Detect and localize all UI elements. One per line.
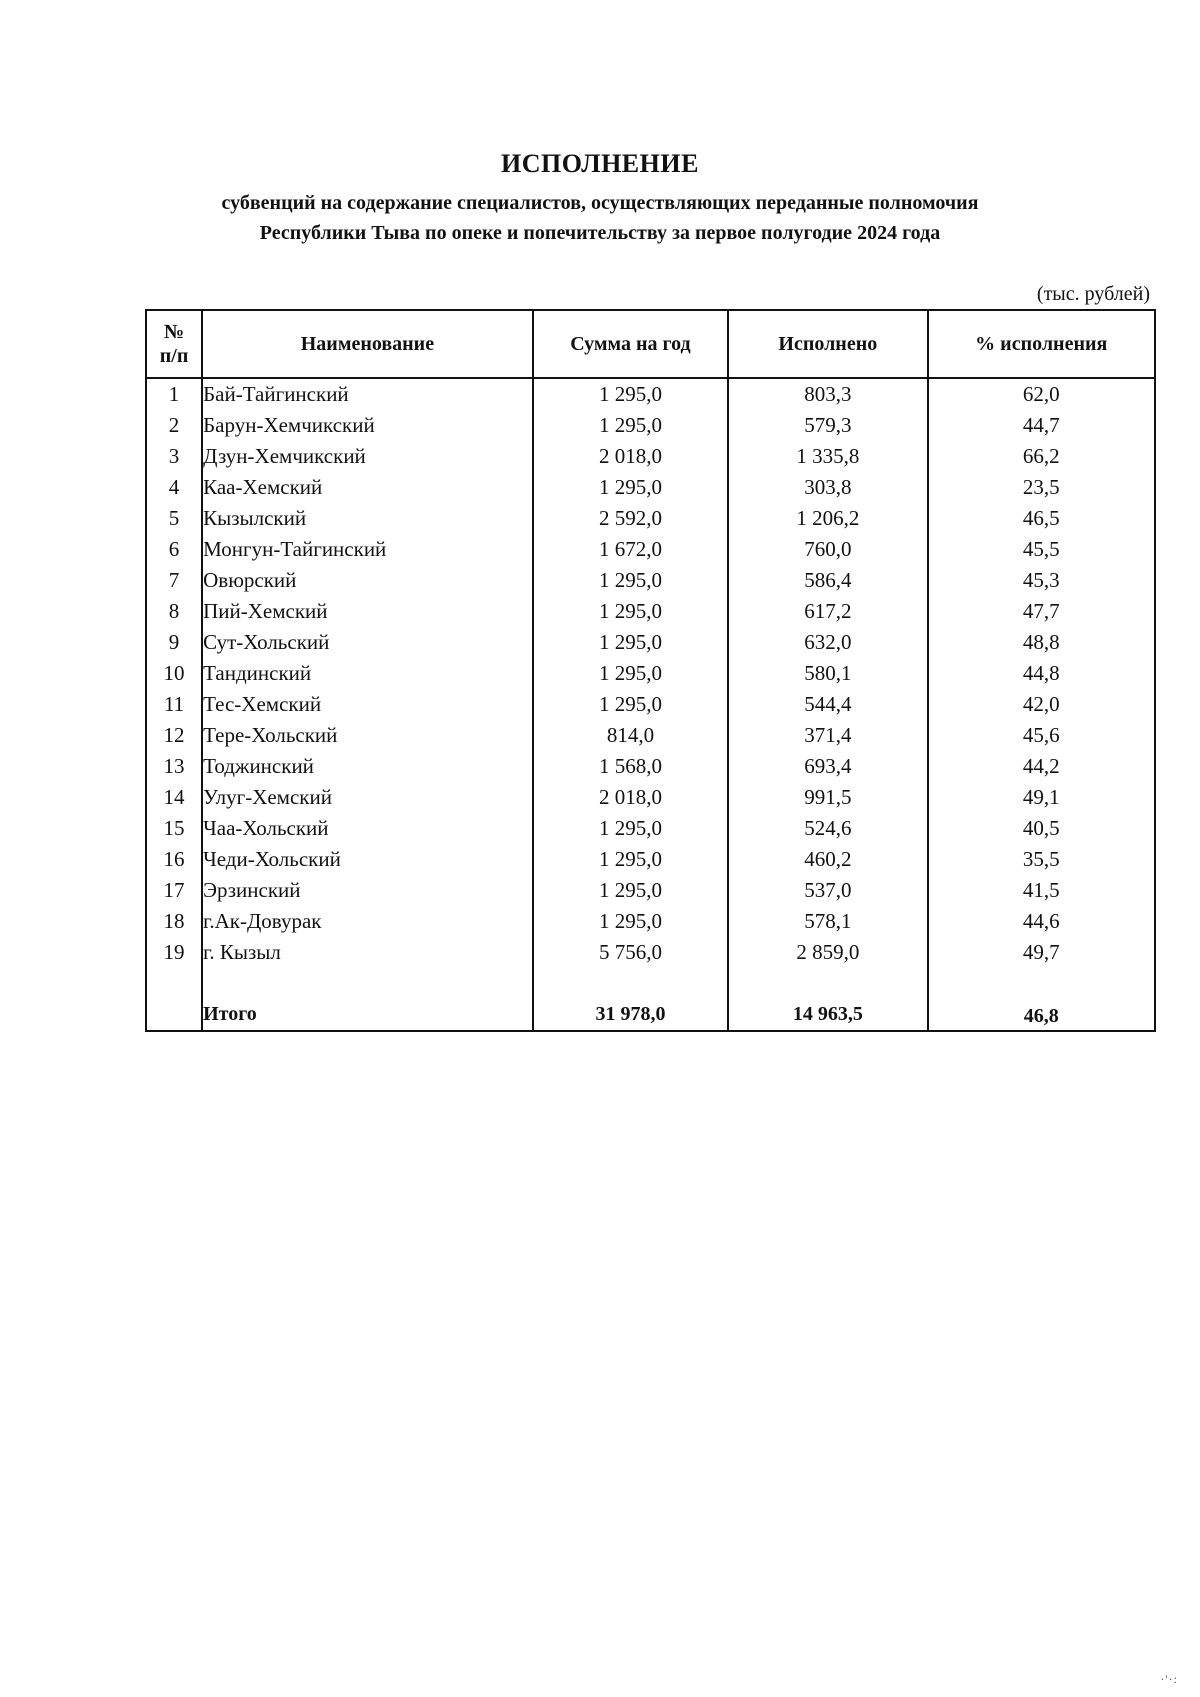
row-plan: 1 295,0 — [533, 906, 728, 937]
total-executed: 14 963,5 — [728, 999, 927, 1031]
row-executed: 803,3 — [728, 378, 927, 410]
table-row — [146, 503, 1155, 534]
column-header-plan: Сумма на год — [533, 310, 728, 378]
column-header-percent: % исполнения — [928, 310, 1155, 378]
total-percent: 46,8 — [928, 999, 1155, 1031]
row-executed: 760,0 — [728, 534, 927, 565]
row-name: Барун-Хемчикский — [202, 410, 533, 441]
table-row — [146, 844, 1155, 875]
row-percent: 45,5 — [928, 534, 1155, 565]
subtitle-line-1: субвенций на содержание специалистов, осуществляющих переданные полномочия — [221, 192, 979, 214]
row-executed: 537,0 — [728, 875, 927, 906]
row-executed: 580,1 — [728, 658, 927, 689]
row-number: 12 — [146, 720, 202, 751]
row-number: 8 — [146, 596, 202, 627]
row-plan: 1 672,0 — [533, 534, 728, 565]
table-row — [146, 751, 1155, 782]
column-header-executed: Исполнено — [728, 310, 927, 378]
row-number: 18 — [146, 906, 202, 937]
table-row — [146, 813, 1155, 844]
row-executed: 578,1 — [728, 906, 927, 937]
table-row — [146, 658, 1155, 689]
total-label: Итого — [202, 999, 533, 1031]
row-number: 17 — [146, 875, 202, 906]
scan-mark: ·'·: — [1160, 1672, 1178, 1686]
row-number: 14 — [146, 782, 202, 813]
row-number: 9 — [146, 627, 202, 658]
row-name: Тес-Хемский — [202, 689, 533, 720]
row-plan: 1 295,0 — [533, 378, 728, 410]
row-plan: 2 018,0 — [533, 782, 728, 813]
table-row — [146, 441, 1155, 472]
row-percent: 40,5 — [928, 813, 1155, 844]
row-percent: 48,8 — [928, 627, 1155, 658]
row-executed: 617,2 — [728, 596, 927, 627]
row-plan: 1 295,0 — [533, 658, 728, 689]
table-row — [146, 472, 1155, 503]
table-row — [146, 906, 1155, 937]
row-percent: 46,5 — [928, 503, 1155, 534]
row-number: 3 — [146, 441, 202, 472]
total-row — [146, 999, 1155, 1031]
row-executed: 460,2 — [728, 844, 927, 875]
row-plan: 1 295,0 — [533, 596, 728, 627]
row-percent: 49,1 — [928, 782, 1155, 813]
row-executed: 579,3 — [728, 410, 927, 441]
row-executed: 1 335,8 — [728, 441, 927, 472]
table-row — [146, 410, 1155, 441]
table-row — [146, 596, 1155, 627]
row-percent: 49,7 — [928, 937, 1155, 968]
row-executed: 371,4 — [728, 720, 927, 751]
row-percent: 47,7 — [928, 596, 1155, 627]
column-header-number-abbrev: п/п — [159, 345, 189, 367]
table-row — [146, 782, 1155, 813]
row-name: Эрзинский — [202, 875, 533, 906]
row-name: Бай-Тайгинский — [202, 378, 533, 410]
row-number: 19 — [146, 937, 202, 968]
row-number: 16 — [146, 844, 202, 875]
table-row — [146, 565, 1155, 596]
row-percent: 45,6 — [928, 720, 1155, 751]
row-name: г.Ак-Довурак — [202, 906, 533, 937]
row-percent: 44,8 — [928, 658, 1155, 689]
table-row — [146, 875, 1155, 906]
row-plan: 1 295,0 — [533, 410, 728, 441]
row-executed: 693,4 — [728, 751, 927, 782]
row-number: 1 — [146, 378, 202, 410]
units-note: (тыс. рублей) — [1036, 283, 1150, 305]
row-number: 7 — [146, 565, 202, 596]
row-percent: 44,7 — [928, 410, 1155, 441]
row-percent: 44,6 — [928, 906, 1155, 937]
row-name: Тоджинский — [202, 751, 533, 782]
row-percent: 62,0 — [928, 378, 1155, 410]
total-num-cell — [146, 999, 202, 1031]
document-subtitle — [150, 188, 1050, 248]
row-name: Чеди-Хольский — [202, 844, 533, 875]
row-name: Монгун-Тайгинский — [202, 534, 533, 565]
table-row — [146, 378, 1155, 410]
subtitle-line-2: Республики Тыва по опеке и попечительству за первое полугодие 2024 года — [259, 222, 941, 244]
row-executed: 303,8 — [728, 472, 927, 503]
row-number: 4 — [146, 472, 202, 503]
row-name: Пий-Хемский — [202, 596, 533, 627]
row-name: Тандинский — [202, 658, 533, 689]
row-plan: 2 018,0 — [533, 441, 728, 472]
row-name: Сут-Хольский — [202, 627, 533, 658]
row-name: Овюрский — [202, 565, 533, 596]
row-plan: 1 295,0 — [533, 689, 728, 720]
column-header-number — [146, 310, 202, 378]
row-plan: 1 295,0 — [533, 844, 728, 875]
row-plan: 2 592,0 — [533, 503, 728, 534]
table-row — [146, 720, 1155, 751]
row-number: 2 — [146, 410, 202, 441]
row-percent: 66,2 — [928, 441, 1155, 472]
table-header-row — [146, 310, 1155, 378]
row-plan: 1 568,0 — [533, 751, 728, 782]
row-percent: 44,2 — [928, 751, 1155, 782]
row-percent: 41,5 — [928, 875, 1155, 906]
row-executed: 524,6 — [728, 813, 927, 844]
column-header-number-symbol: № — [164, 321, 185, 343]
row-plan: 1 295,0 — [533, 472, 728, 503]
row-percent: 45,3 — [928, 565, 1155, 596]
row-plan: 1 295,0 — [533, 627, 728, 658]
row-executed: 632,0 — [728, 627, 927, 658]
row-name: Дзун-Хемчикский — [202, 441, 533, 472]
row-plan: 1 295,0 — [533, 565, 728, 596]
table-row — [146, 689, 1155, 720]
row-executed: 586,4 — [728, 565, 927, 596]
row-plan: 1 295,0 — [533, 875, 728, 906]
table-row — [146, 937, 1155, 968]
execution-table — [145, 309, 1156, 1032]
row-plan: 5 756,0 — [533, 937, 728, 968]
row-name: Тере-Хольский — [202, 720, 533, 751]
row-executed: 544,4 — [728, 689, 927, 720]
row-name: г. Кызыл — [202, 937, 533, 968]
row-plan: 814,0 — [533, 720, 728, 751]
row-name: Кызылский — [202, 503, 533, 534]
row-name: Улуг-Хемский — [202, 782, 533, 813]
row-number: 6 — [146, 534, 202, 565]
total-plan: 31 978,0 — [533, 999, 728, 1031]
row-number: 15 — [146, 813, 202, 844]
column-header-name: Наименование — [202, 310, 533, 378]
row-number: 10 — [146, 658, 202, 689]
row-name: Чаа-Хольский — [202, 813, 533, 844]
row-number: 13 — [146, 751, 202, 782]
row-percent: 23,5 — [928, 472, 1155, 503]
document-title: ИСПОЛНЕНИЕ — [501, 149, 699, 178]
row-executed: 991,5 — [728, 782, 927, 813]
row-number: 5 — [146, 503, 202, 534]
row-plan: 1 295,0 — [533, 813, 728, 844]
row-executed: 2 859,0 — [728, 937, 927, 968]
row-executed: 1 206,2 — [728, 503, 927, 534]
row-percent: 42,0 — [928, 689, 1155, 720]
row-percent: 35,5 — [928, 844, 1155, 875]
row-number: 11 — [146, 689, 202, 720]
spacer-row — [146, 968, 1155, 999]
table-row — [146, 534, 1155, 565]
table-row — [146, 627, 1155, 658]
row-name: Каа-Хемский — [202, 472, 533, 503]
